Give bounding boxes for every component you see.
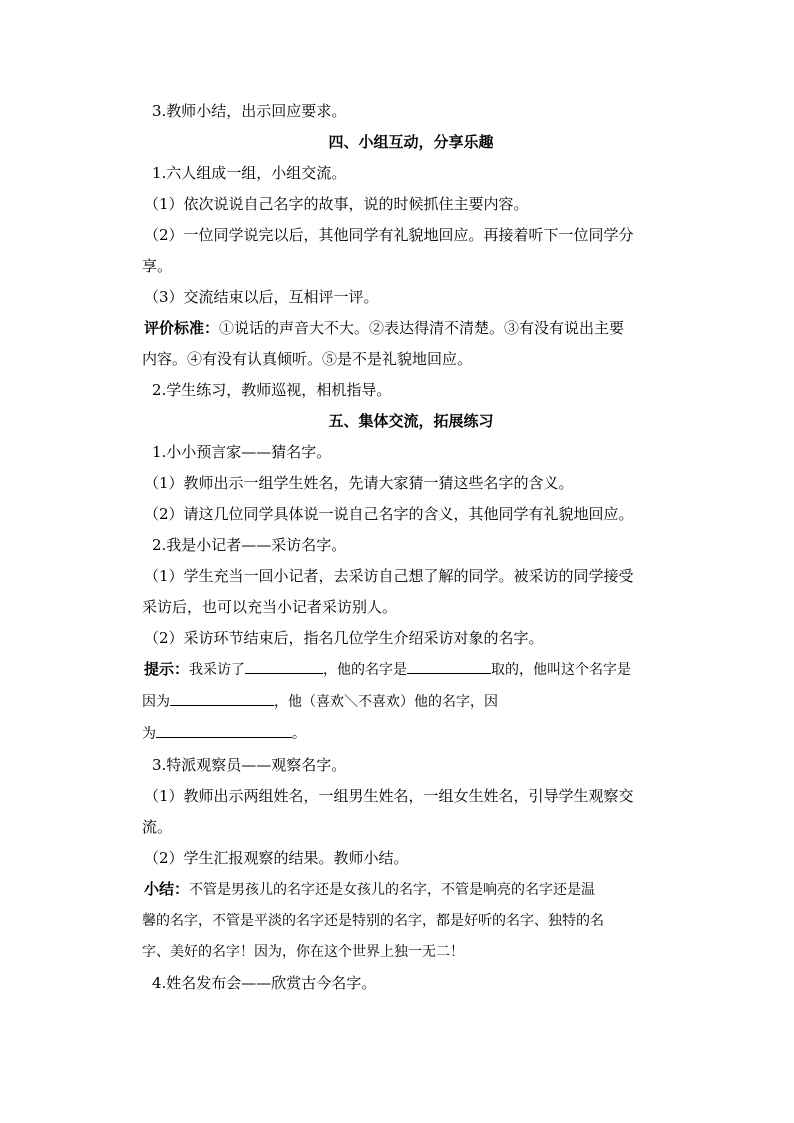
substep-3: （3）交流结束以后，互相评一评。	[144, 288, 379, 306]
step-guess-names: 1.小小预言家——猜名字。	[152, 443, 332, 461]
substep-2-line-1: （2）一位同学说完以后，其他同学有礼貌地回应。再接着听下一位同学分	[144, 226, 634, 244]
blank-reason	[170, 689, 274, 706]
substep-1: （1）依次说说自己名字的故事，说的时候抓住主要内容。	[144, 195, 529, 213]
tip-line-3	[142, 718, 672, 750]
tip-text-2: ，他的名字是	[323, 662, 408, 678]
tip-label: 提示：	[144, 660, 190, 678]
evaluation-label: 评价标准：	[144, 319, 220, 337]
tip-text-1: 我采访了	[189, 662, 246, 678]
tip-text-5: ，他（喜欢＼不喜欢）他的名字，因	[274, 694, 498, 710]
substep-2-line-2: 享。	[142, 257, 173, 275]
blank-like-reason	[156, 721, 292, 738]
tip-text-4: 因为	[142, 694, 170, 710]
reporter-substep-1-line-2: 采访后，也可以充当小记者采访别人。	[142, 598, 398, 616]
observer-substep-1-line-2: 流。	[142, 818, 173, 836]
blank-interviewee	[245, 657, 323, 674]
summary-line-1	[142, 874, 672, 906]
evaluation-criteria-line-2: 内容。④有没有认真倾听。⑤是不是礼貌地回应。	[142, 350, 473, 368]
section-heading-5: 五、集体交流，拓展练习	[328, 412, 494, 430]
step-observer: 3.特派观察员——观察名字。	[152, 756, 347, 774]
summary-text-a: 不管是男孩儿的名字还是女孩儿的名字，不管是响亮的名字还是温	[189, 882, 596, 898]
observer-substep-2: （2）学生汇报观察的结果。教师小结。	[144, 849, 409, 867]
evaluation-criteria-line-1	[142, 313, 672, 344]
step-name-showcase: 4.姓名发布会——欣赏古今名字。	[152, 974, 377, 992]
tip-text-7: 。	[292, 726, 306, 742]
summary-line-2: 馨的名字，不管是平淡的名字还是特别的名字，都是好听的名字、独特的名	[142, 913, 604, 929]
guess-substep-2: （2）请这几位同学具体说一说自己名字的含义，其他同学有礼貌地回应。	[144, 505, 634, 523]
step-teacher-summary: 3.教师小结，出示回应要求。	[152, 102, 347, 120]
reporter-substep-2: （2）采访环节结束后，指名几位学生介绍采访对象的名字。	[144, 629, 544, 647]
guess-substep-1: （1）教师出示一组学生姓名，先请大家猜一猜这些名字的含义。	[144, 474, 574, 492]
step-student-practice: 2.学生练习，教师巡视，相机指导。	[152, 381, 392, 399]
blank-named-by	[407, 657, 491, 674]
evaluation-text-a: ①说话的声音大不大。②表达得清不清楚。③有没有说出主要	[219, 319, 625, 337]
document-body	[142, 96, 672, 999]
observer-substep-1-line-1: （1）教师出示两组姓名，一组男生姓名，一组女生姓名，引导学生观察交	[144, 787, 634, 805]
step-reporter: 2.我是小记者——采访名字。	[152, 536, 347, 554]
tip-text-3: 取的，他叫这个名字是	[491, 662, 632, 678]
section-heading-4: 四、小组互动，分享乐趣	[328, 133, 494, 151]
tip-line-2	[142, 686, 672, 718]
tip-text-6: 为	[142, 726, 156, 742]
summary-label: 小结：	[144, 880, 190, 898]
reporter-substep-1-line-1: （1）学生充当一回小记者，去采访自己想了解的同学。被采访的同学接受	[144, 567, 634, 585]
tip-line-1	[142, 654, 672, 686]
summary-line-3: 字、美好的名字！因为，你在这个世界上独一无二！	[142, 944, 464, 960]
step-group-formation: 1.六人组成一组，小组交流。	[152, 164, 347, 182]
